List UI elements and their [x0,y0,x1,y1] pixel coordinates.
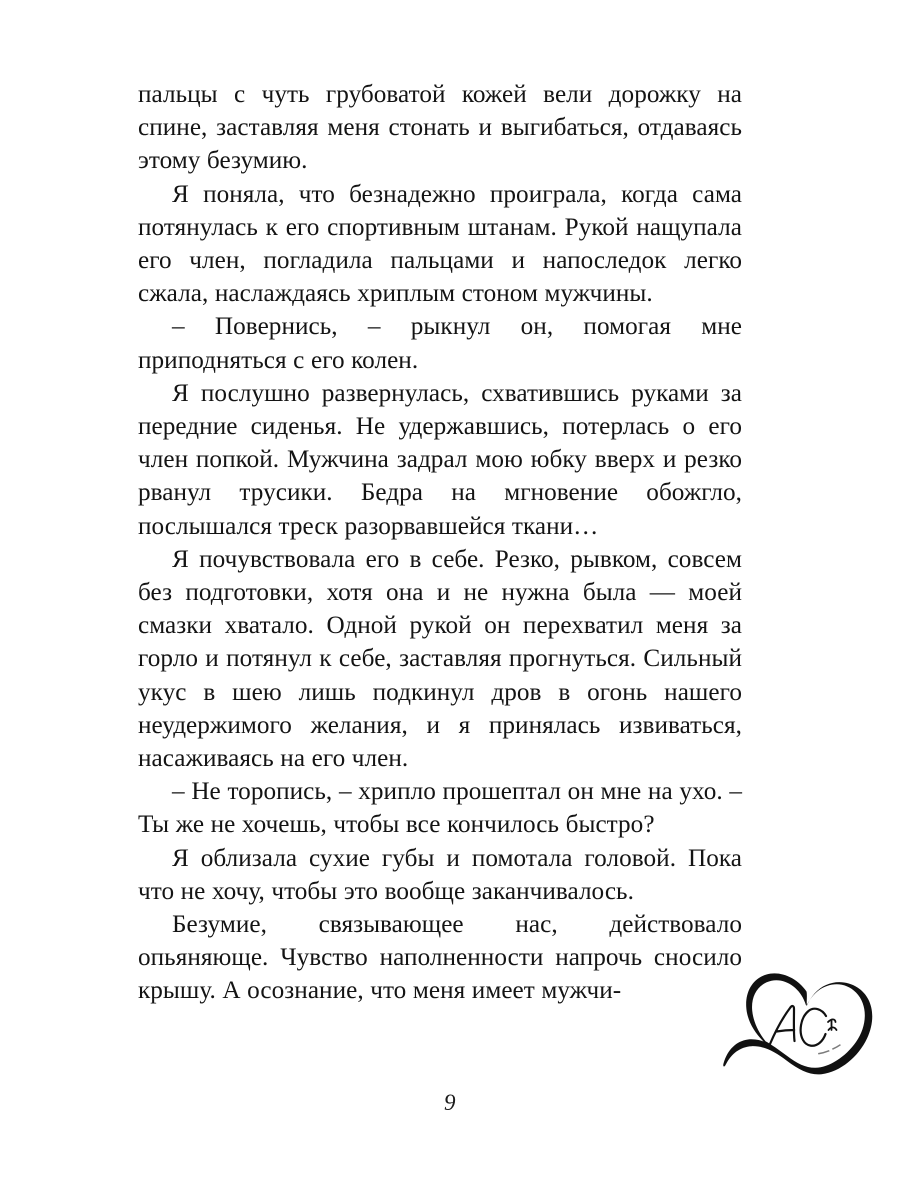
paragraph: Безумие, связывающее нас, действовало опьяняюще. Чувство наполненности напрочь сносило крышу. А осознание, что меня имеет мужчи- [138,911,742,1005]
heart-monogram-logo-icon [718,968,890,1090]
paragraph-dialogue: – Не торопись, – хрипло прошептал он мне на ухо. – Ты же не хочешь, чтобы все кончилось быстро? [138,778,742,839]
paragraph: Я облизала сухие губы и помотала головой. Пока что не хочу, чтобы это вообще заканчивалось. [138,844,742,905]
paragraph: пальцы с чуть грубоватой кожей вели дорожку на спине, заставляя меня стонать и выгибаться, отдаваясь этому безумию. [138,81,742,175]
paragraph: Я поняла, что безнадежно проиграла, когда сама потянулась к его спортивным штанам. Рукой нащупала его член, погладила пальцами и напоследок легко сжала, наслаждаясь хриплым стоном мужчины. [138,180,742,308]
paragraph: Я почувствовала его в себе. Резко, рывком, совсем без подготовки, хотя она и не нужна была — моей смазки хватало. Одной рукой он перехватил меня за горло и потянул к себе, заставляя прогнуться. Сильный укус в шею лишь подкинул дров в огонь нашего неудержимого желания, и я принялась извиваться, насаживаясь на его член. [138,545,742,773]
text-column [138,78,742,1008]
paragraph: Я послушно развернулась, схватившись руками за передние сиденья. Не удержавшись, потерлась о его член попкой. Мужчина задрал мою юбку вверх и резко рванул трусики. Бедра на мгновение обожгло, послышался треск разорвавшейся ткани… [138,379,742,540]
paragraph-dialogue: – Повернись, – рыкнул он, помогая мне приподняться с его колен. [138,313,742,374]
page-number: 9 [444,1090,456,1115]
